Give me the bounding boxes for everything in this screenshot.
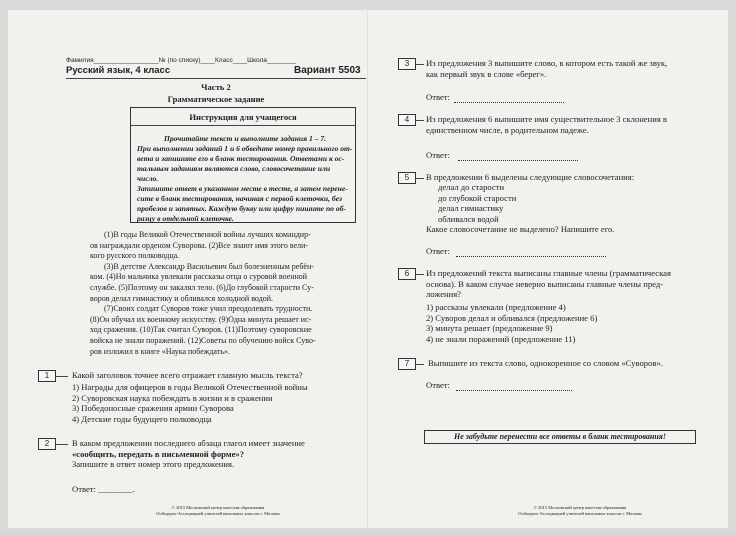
task-3-question: Из предложения 3 выпишите слово, в котором есть такой же звук, как первый звук в слове «берег». xyxy=(426,58,668,79)
page-fold xyxy=(367,10,368,528)
instruction-title: Инструкция для учащегося xyxy=(189,112,297,122)
task-5-phrases xyxy=(438,182,516,224)
reading-text: (1)В годы Великой Отечественной войны лучших командир- ов награждали орденом Суворова. (2)Все знают имя этого вели- кого русского полководца. (3)В детстве Александр Васильевич был болезненным ребён- ком. (4)Но мальчика увлекали рассказы отца о суровой военной службе. (5)Поэтому он закалял тело. (6)До глубокой старости Су- воров делал гимнастику и обливался холодной водой. (7)Своих солдат Суворов тоже учил преодолевать трудности. (8)Он обучал их военному искусству. (9)Одна минута решает ис- ход сражения. (10)Так считал Суворов. (11)Поэтому суворовские войска не знали поражений. (12)Советы по обучению войск Суво- ров изложил в книге «Наука побеждать». xyxy=(90,230,316,356)
part-title: Часть 2 xyxy=(201,82,231,92)
task-number-1: 1 xyxy=(38,370,56,382)
phrase-item: до глубокой старости xyxy=(438,192,517,203)
task-7-answer-label: Ответ: xyxy=(426,380,450,390)
task-number-5: 5 xyxy=(398,172,416,184)
variant-label: Вариант 5503 xyxy=(294,65,361,76)
reminder-box: Не забудьте перенести все ответы в бланк тестирования! xyxy=(424,430,696,444)
task-4-question: Из предложения 6 выпишите имя существительное 3 склонения в единственном числе, в родительном падеже. xyxy=(426,114,667,135)
phrase-item: делал до старости xyxy=(438,182,505,192)
phrase-item: обливался водой xyxy=(438,213,499,224)
task-5-answer-label: Ответ: xyxy=(426,246,450,256)
task-6-option[interactable]: 1) рассказы увлекали (предложение 4) xyxy=(426,302,566,312)
task-6-options xyxy=(426,302,597,344)
left-page xyxy=(8,10,366,528)
task-number-7: 7 xyxy=(398,358,416,370)
task-3-answer-label: Ответ: xyxy=(426,92,450,102)
task-6-question: Из предложений текста выписаны главные члены (грамматическая основа). В каком случае неверно выписаны главные члены пред- ложения? xyxy=(426,268,671,299)
task-6-option[interactable]: 2) Суворов делал и обливался (предложение 6) xyxy=(426,312,598,323)
task-1-option[interactable]: 2) Суворовская наука побеждать в жизни и в сражении xyxy=(72,392,273,403)
task-4-answer-label: Ответ: xyxy=(426,150,450,160)
task-1-question: Какой заголовок точнее всего отражает главную мысль текста? xyxy=(72,370,303,380)
right-page xyxy=(370,10,728,528)
task-4-answer-field[interactable] xyxy=(458,160,578,161)
task-1-option[interactable]: 3) Победоносные сражения армии Суворова xyxy=(72,403,234,413)
section-title: Грамматическое задание xyxy=(167,94,265,104)
task-number-6: 6 xyxy=(398,268,416,280)
student-fields: Фамилия__________________№ (по списку)____Класс____Школа________ xyxy=(66,57,296,64)
task-2-answer[interactable]: Ответ: ________. xyxy=(72,484,135,494)
task-3-answer-field[interactable] xyxy=(454,102,564,103)
task-number-2: 2 xyxy=(38,438,56,450)
task-7-answer-field[interactable] xyxy=(456,390,572,391)
task-6-option[interactable]: 4) не знали поражений (предложение 11) xyxy=(426,333,576,344)
subject-title: Русский язык, 4 класс xyxy=(66,65,171,76)
task-6-option[interactable]: 3) минута решает (предложение 9) xyxy=(426,323,553,333)
task-1-option[interactable]: 1) Награды для офицеров в годы Великой Отечественной войны xyxy=(72,382,308,392)
instruction-box xyxy=(130,107,356,223)
instruction-text: Прочитайте текст и выполните задания 1 – 7. При выполнении заданий 1 и 6 обведите номер правильного от- вета и запишите его в бланк тестирования. Ответами к ос- тальным заданиям являются слово, словосочетание или число. Запишите ответ в указанном месте в тесте, а затем перене- сите в бланк тестирования, начиная с первой клеточки, без пробелов и запятых. Каждую букву или цифру пишите по об- разцу в отдельной клеточке. xyxy=(137,134,353,223)
right-footer: © 2015 Московский центр качества образования Ообщероо-Ассоциацией учителей начальных классов г. Москвы xyxy=(518,505,642,516)
task-number-3: 3 xyxy=(398,58,416,70)
task-1-options xyxy=(72,382,308,424)
task-1-option[interactable]: 4) Детские годы будущего полководца xyxy=(72,413,212,424)
task-5-prompt: Какое словосочетание не выделено? Напишите его. xyxy=(426,224,615,234)
phrase-item: делал гимнастику xyxy=(438,203,504,213)
task-5-question: В предложении 6 выделены следующие словосочетания: xyxy=(426,172,635,182)
task-7-question: Выпишите из текста слово, однокоренное со словом «Суворов». xyxy=(428,358,663,368)
task-2-question: В каком предложении последнего абзаца глагол имеет значение «сообщить, передать в письменной форме»? Запишите в ответ номер этого предложения. xyxy=(72,438,305,469)
instruction-rule xyxy=(131,125,355,126)
left-footer: © 2015 Московский центр качества образования Ообщероо-Ассоциацией учителей начальных классов г. Москвы xyxy=(156,505,280,516)
task-5-answer-field[interactable] xyxy=(456,256,606,257)
task-number-4: 4 xyxy=(398,114,416,126)
header-rule xyxy=(66,78,366,79)
